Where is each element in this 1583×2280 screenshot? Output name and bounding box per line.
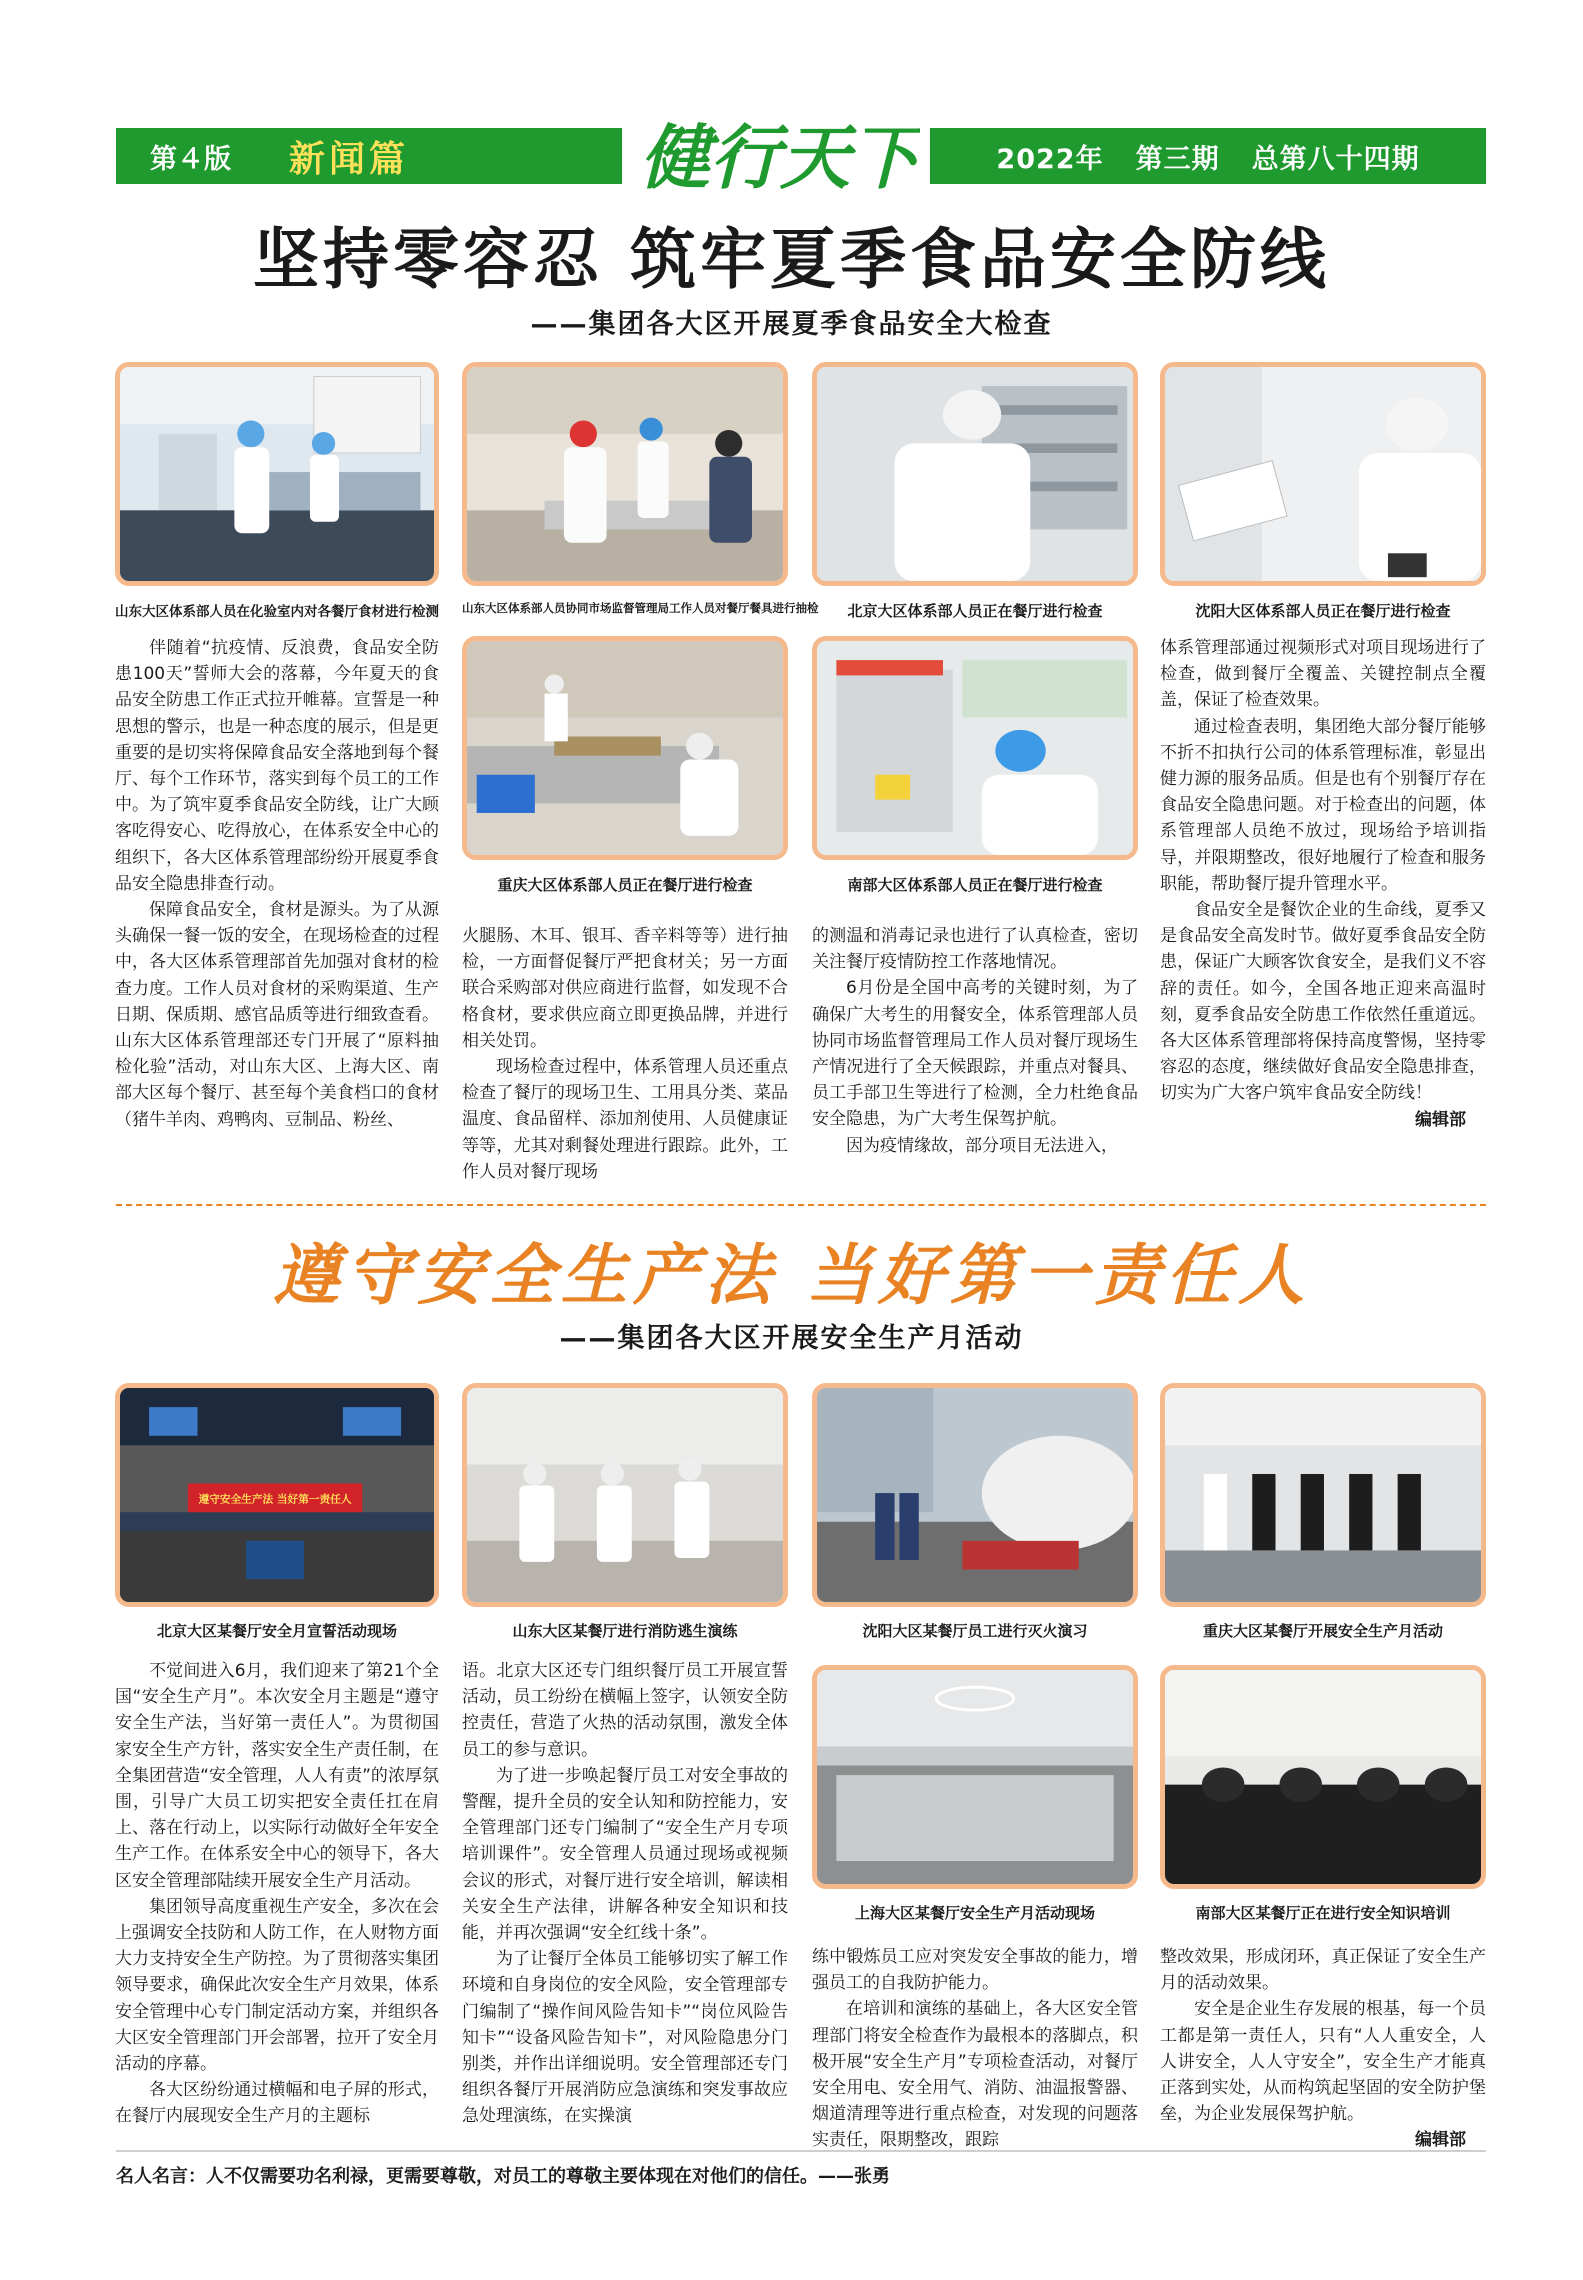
caption-chongqing-activity: 重庆大区某餐厅开展安全生产月活动: [1202, 1622, 1443, 1640]
photo-shenyang-fire-drill: [812, 1383, 1138, 1607]
famous-quote: [116, 2162, 890, 2188]
footer-divider: [116, 2150, 1486, 2152]
paragraph: 各大区纷纷通过横幅和电子屏的形式，在餐厅内展现安全生产月的主题标: [115, 2080, 439, 2127]
paragraph: 6月份是全国中高考的关键时刻，为了确保广大考生的用餐安全，体系管理部人员协同市场监督管理局工作人员对餐厅现场生产情况进行了全天候跟踪，并重点对餐具、员工手部卫生等进行了检测，全力杜绝食品安全隐患，为广大考生保驾护航。: [812, 978, 1138, 1130]
photo-chongqing-activity: [1160, 1383, 1486, 1607]
photo-chongqing-inspection: [462, 636, 788, 860]
paragraph: 集团领导高度重视生产安全，多次在会上强调安全技防和人防工作，在人财物方面大力支持安全生产防控。为了贯彻落实集团领导要求，确保此次安全生产月效果，体系安全管理中心专门制定活动方案，并组织各大区安全管理部门开会部署，拉开了安全月活动的序幕。: [115, 1896, 439, 2075]
paragraph: 整改效果，形成闭环，真正保证了安全生产月的活动效果。: [1160, 1947, 1486, 1994]
edition-bar: [116, 128, 622, 184]
article1-column-1: [115, 635, 439, 1133]
photo-south-inspection: [812, 636, 1138, 860]
photo-beijing-pledge: [115, 1383, 439, 1607]
paragraph: 不觉间进入6月，我们迎来了第21个全国“安全生产月”。本次安全月主题是“遵守安全生产法，当好第一责任人”。为贯彻国家安全生产方针，落实安全生产责任制，在全集团营造“安全管理，人人有责”的浓厚氛围，引导广大员工切实把安全责任扛在肩上、落在行动上，以实际行动做好全年安全生产工作。在体系安全中心的领导下，各大区安全管理部陆续开展安全生产月活动。: [115, 1661, 439, 1891]
issue-bar: [930, 128, 1486, 184]
paragraph: 语。北京大区还专门组织餐厅员工开展宣誓活动，员工纷纷在横幅上签字，认领安全防控责任，营造了火热的活动氛围，激发全体员工的参与意识。: [462, 1661, 788, 1760]
caption-shandong-drill: 山东大区某餐厅进行消防逃生演练: [512, 1622, 738, 1640]
caption-south-training: 南部大区某餐厅正在进行安全知识培训: [1195, 1904, 1451, 1922]
article2-subtitle: ——集团各大区开展安全生产月活动: [559, 1323, 1024, 1354]
article1-column-3: [812, 923, 1138, 1159]
caption-lab-testing: 山东大区体系部人员在化验室内对各餐厅食材进行检测: [115, 604, 439, 620]
paragraph: 伴随着“抗疫情、反浪费，食品安全防患100天”誓师大会的落幕，今年夏天的食品安全防患工作正式拉开帷幕。宣誓是一种思想的警示，也是一种态度的展示，但是更重要的是切实将保障食品安全落地到每个餐厅、每个工作环节，落实到每个员工的工作中。为了筑牢夏季食品安全防线，让广大顾客吃得安心、吃得放心，在体系安全中心的组织下，各大区体系管理部纷纷开展夏季食品安全隐患排查行动。: [115, 638, 439, 894]
caption-shenyang-inspection: 沈阳大区体系部人员正在餐厅进行检查: [1195, 602, 1451, 620]
paragraph: 火腿肠、木耳、银耳、香辛料等等）进行抽检，一方面督促餐厅严把食材关；另一方面联合采购部对供应商进行监督，如发现不合格食材，要求供应商立即更换品牌，并进行相关处罚。: [462, 926, 788, 1051]
edition-number: 第４版: [150, 143, 231, 175]
article2-signature: 编辑部: [1415, 2130, 1466, 2151]
article2-column-3: [812, 1944, 1138, 2154]
quote-text: 人不仅需要功名利禄，更需要尊敬，对员工的尊敬主要体现在对他们的信任。——张勇: [206, 2166, 890, 2187]
section-divider: [116, 1204, 1486, 1206]
article1-column-2: [462, 923, 788, 1185]
article1-subtitle: ——集团各大区开展夏季食品安全大检查: [530, 309, 1053, 340]
banner-text: 遵守安全生产法 当好第一责任人: [198, 1493, 352, 1506]
caption-beijing-pledge: 北京大区某餐厅安全月宣誓活动现场: [156, 1622, 397, 1640]
paragraph: 为了进一步唤起餐厅员工对安全事故的警醒，提升全员的安全认知和防控能力，安全管理部门还专门编制了“安全生产月专项培训课件”。安全管理人员通过现场或视频会议的形式，对餐厅进行安全培训，解读相关安全生产法律，讲解各种安全知识和技能，并再次强调“安全红线十条”。: [462, 1765, 788, 1944]
paragraph: 食品安全是餐饮企业的生命线，夏季又是食品安全高发时节。做好夏季食品安全防患，保证广大顾客饮食安全，是我们义不容辞的责任。如今，全国各地正迎来高温时刻，夏季食品安全防患工作依然任重道远。各大区体系管理部将保持高度警惕，坚持零容忍的态度，继续做好食品安全隐患排查，切实为广大客户筑牢食品安全防线！: [1160, 900, 1486, 1104]
article2-column-4: [1160, 1944, 1486, 2154]
caption-chongqing-inspection: 重庆大区体系部人员正在餐厅进行检查: [497, 876, 753, 894]
paragraph: 保障食品安全，食材是源头。为了从源头确保一餐一饭的安全，在现场检查的过程中，各大区体系管理部首先加强对食材的检查力度。工作人员对食材的采购渠道、生产日期、保质期、感官品质等进行细致查看。山东大区体系管理部还专门开展了“原料抽检化验”活动，对山东大区、上海大区、南部大区每个餐厅、甚至每个美食档口的食材（猪牛羊肉、鸡鸭肉、豆制品、粉丝、: [115, 900, 439, 1130]
paragraph: 现场检查过程中，体系管理人员还重点检查了餐厅的现场卫生、工用具分类、菜品温度、食品留样、添加剂使用、人员健康证等等，尤其对剩餐处理进行跟踪。此外，工作人员对餐厅现场: [462, 1057, 788, 1182]
logo: [640, 104, 920, 204]
photo-shanghai-activity: [812, 1665, 1138, 1889]
photo-south-training: [1160, 1665, 1486, 1889]
photo-beijing-inspection: [812, 362, 1138, 586]
photo-shandong-drill: [462, 1383, 788, 1607]
caption-south-inspection: 南部大区体系部人员正在餐厅进行检查: [847, 876, 1103, 894]
paragraph: 因为疫情缘故，部分项目无法进入，: [846, 1135, 1118, 1156]
logo-calligraphy: [640, 104, 920, 204]
section-name: 新闻篇: [289, 138, 410, 180]
photo-lab-testing: [115, 362, 439, 586]
photo-tableware-inspection: [462, 362, 788, 586]
article1-column-4: [1160, 635, 1486, 1133]
article1-signature: 编辑部: [1415, 1109, 1466, 1130]
quote-label: 名人名言：: [116, 2166, 206, 2187]
caption-shanghai-activity: 上海大区某餐厅安全生产月活动现场: [854, 1904, 1095, 1922]
logo-text: 健行天下: [640, 116, 920, 199]
paragraph: 练中锻炼员工应对突发安全事故的能力，增强员工的自我防护能力。: [812, 1947, 1138, 1994]
article2-title: 遵守安全生产法 当好第一责任人: [273, 1236, 1310, 1314]
issue-total: 总第八十四期: [1251, 143, 1420, 175]
caption-shenyang-fire-drill: 沈阳大区某餐厅员工进行灭火演习: [862, 1622, 1088, 1640]
paragraph: 在培训和演练的基础上，各大区安全管理部门将安全检查作为最根本的落脚点，积极开展“安全生产月”专项检查活动，对餐厅安全用电、安全用气、消防、油温报警器、烟道清理等进行重点检查，对发现的问题落实责任，限期整改，跟踪: [812, 1999, 1138, 2151]
caption-tableware-inspection: 山东大区体系部人员协同市场监督管理局工作人员对餐厅餐具进行抽检: [462, 601, 819, 615]
issue-year: 2022年: [996, 143, 1104, 175]
article2-column-1: [115, 1658, 439, 2130]
paragraph: 通过检查表明，集团绝大部分餐厅能够不折不扣执行公司的体系管理标准，彰显出健力源的服务品质。但是也有个别餐厅存在食品安全隐患问题。对于检查出的问题，体系管理部人员绝不放过，现场给予培训指导，并限期整改，很好地履行了检查和服务职能，帮助餐厅提升管理水平。: [1160, 716, 1486, 894]
photo-shenyang-inspection: [1160, 362, 1486, 586]
article2-column-2: [462, 1658, 788, 2130]
paragraph: 体系管理部通过视频形式对项目现场进行了检查，做到餐厅全覆盖、关键控制点全覆盖，保证了检查效果。: [1160, 638, 1486, 711]
caption-beijing-inspection: 北京大区体系部人员正在餐厅进行检查: [847, 602, 1103, 620]
paragraph: 的测温和消毒记录也进行了认真检查，密切关注餐厅疫情防控工作落地情况。: [812, 926, 1138, 973]
paragraph: 为了让餐厅全体员工能够切实了解工作环境和自身岗位的安全风险，安全管理部专门编制了“操作间风险告知卡”“岗位风险告知卡”“设备风险告知卡”，对风险隐患分门别类，并作出详细说明。安全管理部还专门组织各餐厅开展消防应急演练和突发事故应急处理演练，在实操演: [462, 1949, 788, 2127]
article1-title: 坚持零容忍 筑牢夏季食品安全防线: [253, 220, 1330, 298]
issue-number: 第三期: [1135, 143, 1220, 175]
paragraph: 安全是企业生存发展的根基，每一个员工都是第一责任人，只有“人人重安全，人人讲安全，人人守安全”，安全生产才能真正落到实处，从而构筑起坚固的安全防护堡垒，为企业发展保驾护航。: [1160, 1999, 1486, 2125]
